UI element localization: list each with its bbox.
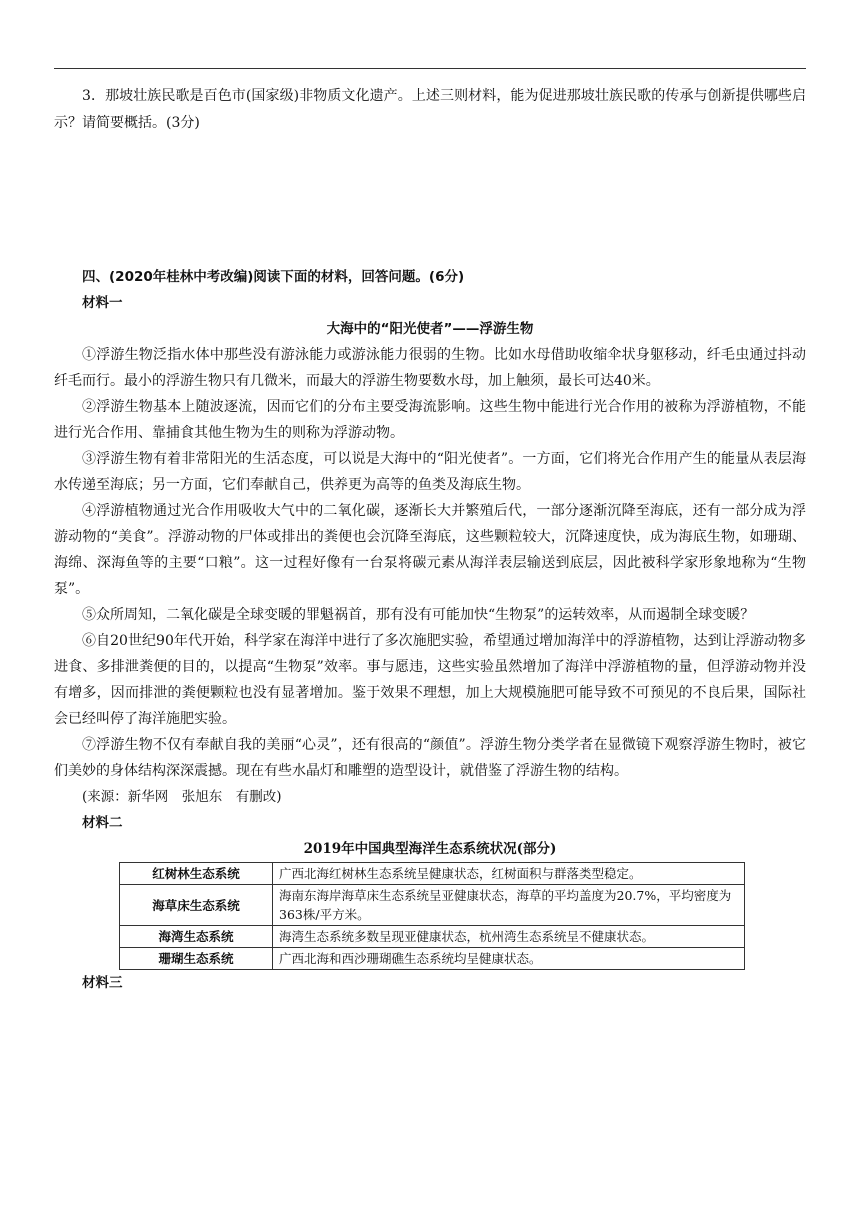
- article-paragraph-7: ⑦浮游生物不仅有奉献自我的美丽“心灵”，还有很高的“颜值”。浮游生物分类学者在显微镜下观察浮游生物时，被它们美妙的身体结构深深震撼。现在有些水晶灯和雕塑的造型设计，就借鉴了浮游生物的结构。: [54, 737, 806, 779]
- article-paragraph-5: ⑤众所周知，二氧化碳是全球变暖的罪魁祸首，那有没有可能加快“生物泵”的运转效率，从而遏制全球变暖？: [82, 607, 755, 623]
- table-cell-system: 珊瑚生态系统: [120, 948, 273, 970]
- table-row: [120, 948, 745, 970]
- table-cell-system: 海草床生态系统: [120, 885, 273, 926]
- table-cell-system: 红树林生态系统: [120, 863, 273, 885]
- material-3-label: 材料三: [82, 975, 123, 991]
- table-title: 2019年中国典型海洋生态系统状况(部分): [303, 841, 557, 857]
- material-1-label: 材料一: [82, 295, 123, 311]
- material-2-label: 材料二: [82, 815, 123, 831]
- table-row: [120, 863, 745, 885]
- table-cell-status: 广西北海和西沙珊瑚礁生态系统均呈健康状态。: [273, 948, 745, 970]
- table-row: [120, 926, 745, 948]
- table-row: [120, 885, 745, 926]
- table-cell-status: 海湾生态系统多数呈现亚健康状态，杭州湾生态系统呈不健康状态。: [273, 926, 745, 948]
- answer-space: [54, 137, 806, 264]
- question-3-text: 3．那坡壮族民歌是百色市(国家级)非物质文化遗产。上述三则材料，能为促进那坡壮族民歌的传承与创新提供哪些启示？请简要概括。(3分): [54, 88, 806, 131]
- article-paragraph-2: ②浮游生物基本上随波逐流，因而它们的分布主要受海流影响。这些生物中能进行光合作用的被称为浮游植物，不能进行光合作用、靠捕食其他生物为生的则称为浮游动物。: [54, 399, 806, 441]
- table-cell-status: 广西北海红树林生态系统呈健康状态，红树面积与群落类型稳定。: [273, 863, 745, 885]
- top-divider: [54, 68, 806, 69]
- ecosystem-table: [119, 862, 745, 970]
- article-paragraph-3: ③浮游生物有着非常阳光的生活态度，可以说是大海中的“阳光使者”。一方面，它们将光合作用产生的能量从表层海水传递至海底；另一方面，它们奉献自己，供养更为高等的鱼类及海底生物。: [54, 451, 806, 493]
- article-paragraph-4: ④浮游植物通过光合作用吸收大气中的二氧化碳，逐渐长大并繁殖后代，一部分逐渐沉降至海底，还有一部分成为浮游动物的“美食”。浮游动物的尸体或排出的粪便也会沉降至海底，这些颗粒较大，沉降速度快，成为海底生物，如珊瑚、海绵、深海鱼等的主要“口粮”。这一过程好像有一台泵将碳元素从海洋表层输送到底层，因此被科学家形象地称为“生物泵”。: [54, 503, 806, 597]
- article-source: (来源：新华网 张旭东 有删改): [82, 789, 282, 805]
- article-title: 大海中的“阳光使者”——浮游生物: [326, 321, 534, 337]
- table-cell-system: 海湾生态系统: [120, 926, 273, 948]
- article-paragraph-6: ⑥自20世纪90年代开始，科学家在海洋中进行了多次施肥实验，希望通过增加海洋中的浮游植物，达到让浮游动物多进食、多排泄粪便的目的，以提高“生物泵”效率。事与愿违，这些实验虽然增加了海洋中浮游植物的量，但浮游动物并没有增多，因而排泄的粪便颗粒也没有显著增加。鉴于效果不理想，加上大规模施肥可能导致不可预见的不良后果，国际社会已经叫停了海洋施肥实验。: [54, 633, 806, 727]
- section-4-heading: 四、(2020年桂林中考改编)阅读下面的材料，回答问题。(6分): [82, 269, 465, 285]
- page-content: [54, 83, 806, 996]
- article-paragraph-1: ①浮游生物泛指水体中那些没有游泳能力或游泳能力很弱的生物。比如水母借助收缩伞状身躯移动，纤毛虫通过抖动纤毛而行。最小的浮游生物只有几微米，而最大的浮游生物要数水母，加上触须，最长可达40米。: [54, 347, 806, 389]
- table-cell-status: 海南东海岸海草床生态系统呈亚健康状态，海草的平均盖度为20.7%，平均密度为363株/平方米。: [273, 885, 745, 926]
